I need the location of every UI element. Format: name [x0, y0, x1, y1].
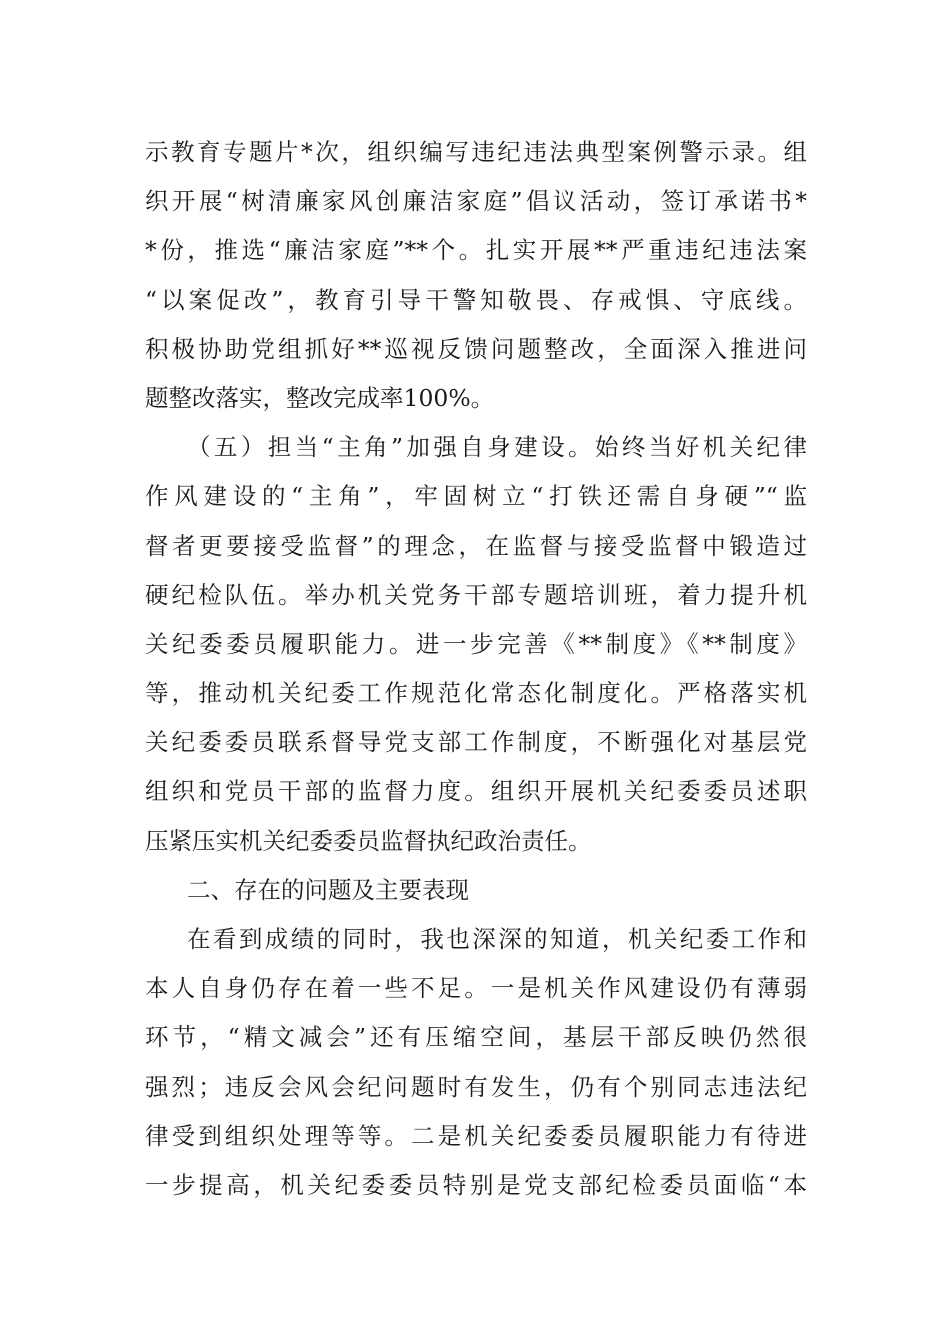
text-line-4: “以案促改”，教育引导干警知敬畏、存戒惧、守底线。: [145, 285, 807, 314]
text-line-11: 关纪委委员履职能力。进一步完善《**制度》《**制度》: [145, 629, 807, 658]
text-line-22: 一步提高，机关纪委委员特别是党支部纪检委员面临“本: [145, 1170, 807, 1199]
text-line-5: 积极协助党组抓好**巡视反馈问题整改，全面深入推进问: [145, 334, 807, 363]
text-line-6: 题整改落实，整改完成率100%。: [145, 383, 495, 412]
section-two-heading: 二、存在的问题及主要表现: [187, 875, 469, 904]
document-body: [145, 128, 807, 1210]
text-line-20: 强烈；违反会风会纪问题时有发生，仍有个别同志违法纪: [145, 1072, 807, 1101]
text-line-14: 组织和党员干部的监督力度。组织开展机关纪委委员述职: [145, 777, 807, 806]
text-line-8: 作风建设的“主角”，牢固树立“打铁还需自身硬”“监: [145, 482, 807, 511]
text-line-18: 本人自身仍存在着一些不足。一是机关作风建设仍有薄弱: [145, 974, 807, 1003]
text-line-13: 关纪委委员联系督导党支部工作制度，不断强化对基层党: [145, 728, 807, 757]
text-line-2: 织开展“树清廉家风创廉洁家庭”倡议活动，签订承诺书*: [145, 187, 807, 216]
text-line-1: 示教育专题片*次，组织编写违纪违法典型案例警示录。组: [145, 138, 807, 166]
text-line-17: 在看到成绩的同时，我也深深的知道，机关纪委工作和: [187, 925, 807, 953]
section-five-heading-line: （五）担当“主角”加强自身建设。始终当好机关纪律: [187, 433, 807, 462]
text-line-12: 等，推动机关纪委工作规范化常态化制度化。严格落实机: [145, 679, 807, 708]
text-line-15: 压紧压实机关纪委委员监督执纪政治责任。: [145, 826, 592, 855]
text-line-9: 督者更要接受监督”的理念，在监督与接受监督中锻造过: [145, 531, 807, 560]
text-line-10: 硬纪检队伍。举办机关党务干部专题培训班，着力提升机: [145, 580, 807, 609]
text-line-3: *份，推选“廉洁家庭”**个。扎实开展**严重违纪违法案: [145, 236, 807, 265]
text-line-21: 律受到组织处理等等。二是机关纪委委员履职能力有待进: [145, 1121, 807, 1150]
text-line-19: 环节，“精文减会”还有压缩空间，基层干部反映仍然很: [145, 1023, 807, 1052]
